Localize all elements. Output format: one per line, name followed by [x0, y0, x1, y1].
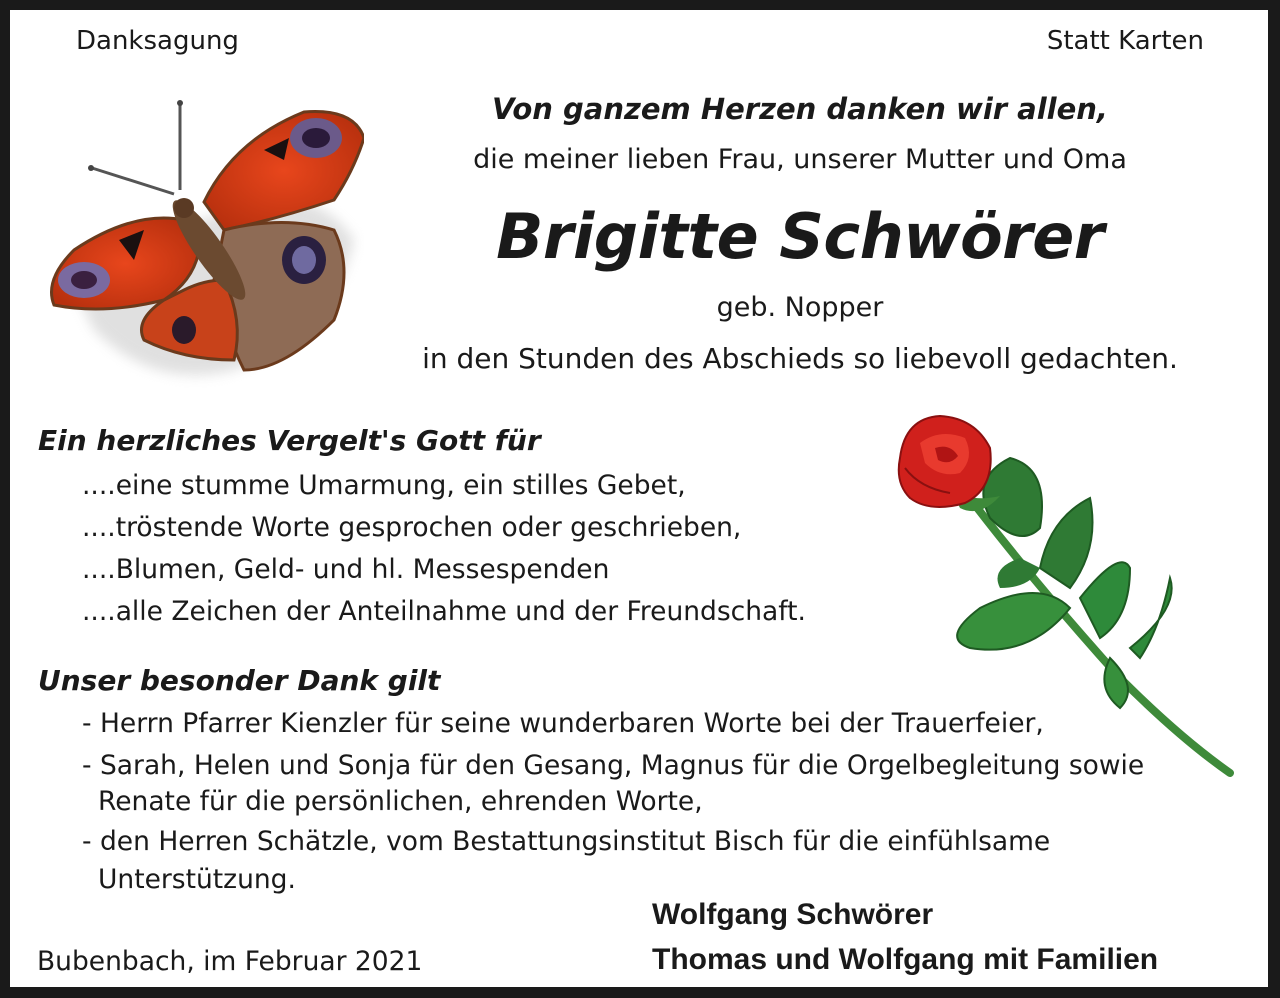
dank-item-continuation: Unterstützung.: [98, 864, 296, 895]
header-right: Statt Karten: [1046, 26, 1204, 56]
vergelts-item: ....eine stumme Umarmung, ein stilles Gebet,: [82, 470, 686, 501]
dank-item: - den Herren Schätzle, vom Bestattungsinstitut Bisch für die einfühlsame: [82, 826, 1051, 857]
vergelts-item: ....tröstende Worte gesprochen oder geschrieben,: [82, 512, 742, 543]
dank-item: - Herrn Pfarrer Kienzler für seine wunderbaren Worte bei der Trauerfeier,: [82, 708, 1044, 739]
dank-item-continuation: Renate für die persönlichen, ehrenden Worte,: [98, 786, 703, 817]
intro-line-1: Von ganzem Herzen danken wir allen,: [492, 92, 1108, 126]
butterfly-icon: [34, 90, 364, 390]
intro-line-2: die meiner lieben Frau, unserer Mutter und Oma: [473, 144, 1127, 175]
maiden-name: geb. Nopper: [716, 292, 884, 323]
vergelts-item: ....alle Zeichen der Anteilnahme und der Freundschaft.: [82, 596, 806, 627]
place-date: Bubenbach, im Februar 2021: [37, 946, 423, 977]
deceased-name: Brigitte Schwörer: [496, 200, 1104, 273]
obituary-card: [10, 10, 1268, 987]
dank-item: - Sarah, Helen und Sonja für den Gesang, Magnus für die Orgelbegleitung sowie: [82, 750, 1145, 781]
intro-line-3: in den Stunden des Abschieds so liebevoll gedachten.: [422, 342, 1178, 375]
header-left: Danksagung: [76, 26, 239, 56]
vergelts-item: ....Blumen, Geld- und hl. Messespenden: [82, 554, 610, 585]
vergelts-heading: Ein herzliches Vergelt's Gott für: [38, 424, 541, 457]
signature-line-2: Thomas und Wolfgang mit Familien: [652, 943, 1159, 976]
signature-line-1: Wolfgang Schwörer: [652, 898, 934, 931]
dank-heading: Unser besonder Dank gilt: [38, 664, 441, 697]
